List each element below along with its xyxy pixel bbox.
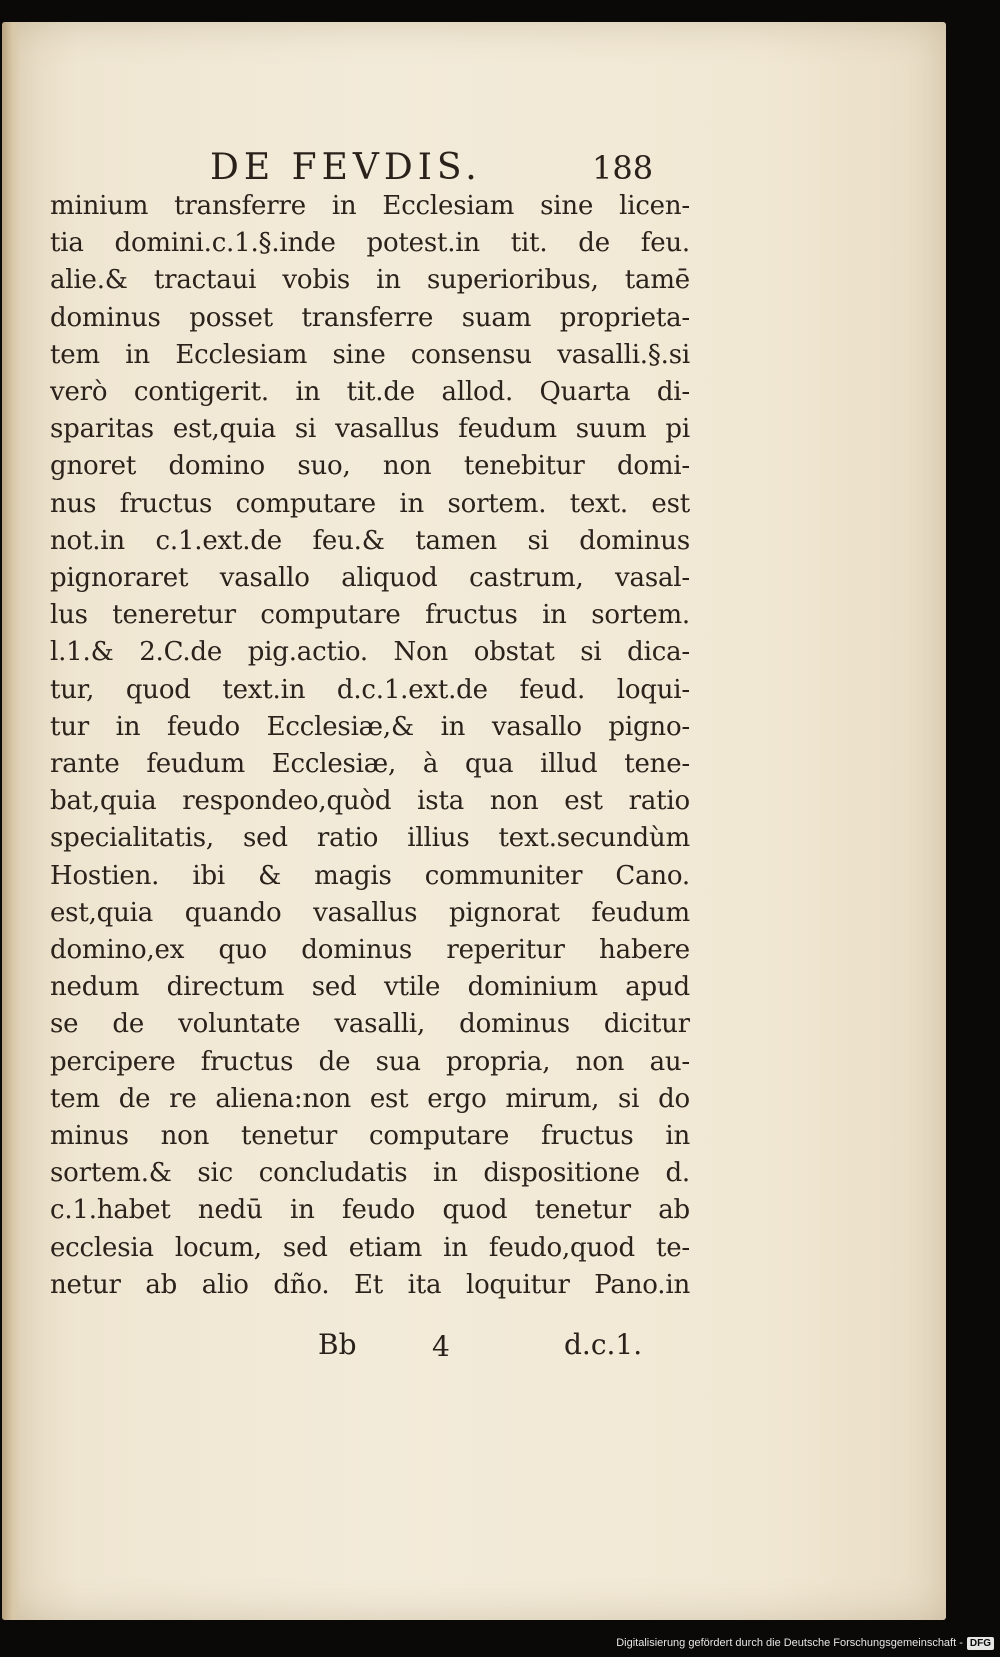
text-line: se de voluntate vasalli, dominus dicitur [50,1009,690,1040]
text-line: specialitatis, sed ratio illius text.secundùm [50,823,690,854]
text-line: netur ab alio dño. Et ita loquitur Pano.in [50,1269,690,1300]
text-line: minium transferre in Ecclesiam sine licen- [50,191,690,221]
text-line: domino,ex quo dominus reperitur habere [50,935,690,966]
signature-mark: Bb [318,1328,357,1361]
page-footer [312,1322,692,1368]
text-line: verò contigerit. in tit.de allod. Quarta di- [50,377,690,408]
body-text [50,188,690,1304]
gathering-number: 4 [432,1330,450,1363]
text-line: tur in feudo Ecclesiæ,& in vasallo pigno- [50,711,690,742]
text-line: c.1.habet nedū in feudo quod tenetur ab [50,1195,690,1226]
text-line: gnoret domino suo, non tenebitur domi- [50,451,690,482]
catchword: d.c.1. [564,1328,643,1361]
text-line: sortem.& sic concludatis in dispositione d. [50,1158,690,1189]
text-line: ecclesia locum, sed etiam in feudo,quod te- [50,1232,690,1263]
text-line: tia domini.c.1.§.inde potest.in tit. de feu. [50,228,690,259]
text-line: nus fructus computare in sortem. text. est [50,488,690,519]
page-header [202,130,702,190]
text-line: Hostien. ibi & magis communiter Cano. [50,860,690,891]
text-line: pignoraret vasallo aliquod castrum, vasal- [50,563,690,594]
page-gutter-shadow [2,22,20,1620]
text-line: rante feudum Ecclesiæ, à qua illud tene- [50,749,690,780]
credit-text: Digitalisierung gefördert durch die Deutsche Forschungsgemeinschaft - [616,1637,963,1649]
text-line: dominus posset transferre suam proprieta- [50,302,690,333]
text-line: tur, quod text.in d.c.1.ext.de feud. loqui- [50,674,690,705]
running-title: DE FEVDIS. [210,147,482,188]
book-page [2,22,946,1620]
text-line: lus teneretur computare fructus in sortem. [50,600,690,631]
page-number: 188 [592,149,654,187]
text-line: est,quia quando vasallus pignorat feudum [50,897,690,928]
text-line: not.in c.1.ext.de feu.& tamen si dominus [50,525,690,556]
text-line: bat,quia respondeo,quòd ista non est ratio [50,786,690,817]
text-line: tem de re aliena:non est ergo mirum, si do [50,1083,690,1114]
text-line: sparitas est,quia si vasallus feudum suum pi [50,414,690,445]
text-line: l.1.& 2.C.de pig.actio. Non obstat si dica- [50,637,690,668]
text-line: percipere fructus de sua propria, non au- [50,1046,690,1077]
dfg-logo: DFG [967,1637,994,1650]
text-line: alie.& tractaui vobis in superioribus, tamē [50,265,690,296]
text-line: tem in Ecclesiam sine consensu vasalli.§.si [50,339,690,370]
text-line: minus non tenetur computare fructus in [50,1121,690,1152]
text-line: nedum directum sed vtile dominium apud [50,972,690,1003]
digitization-credit [560,1629,1000,1657]
